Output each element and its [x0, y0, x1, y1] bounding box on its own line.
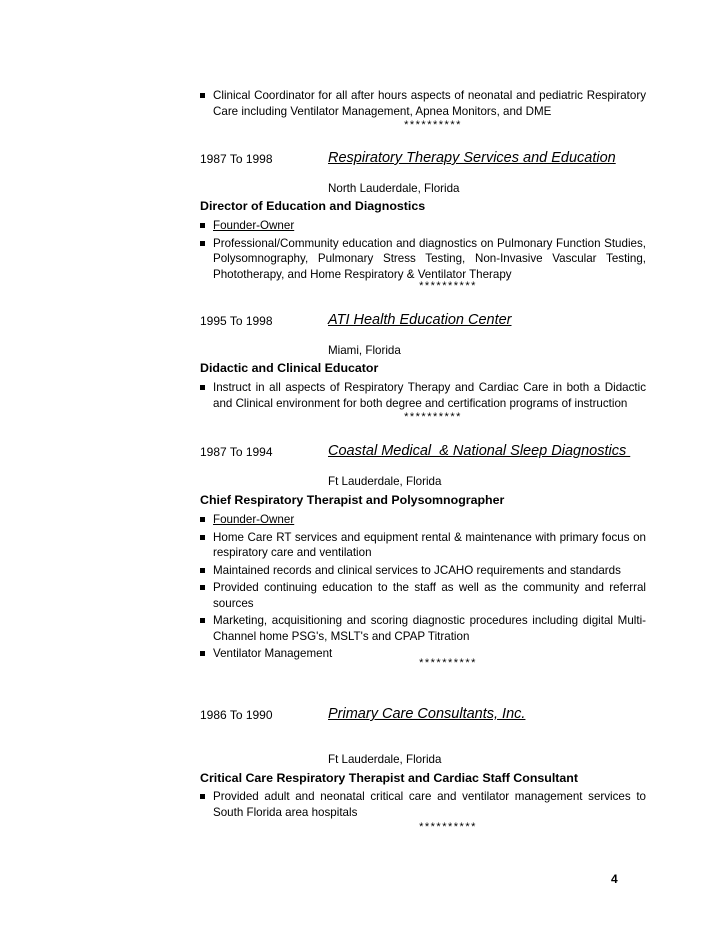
bullet-square-icon [200, 585, 205, 590]
bullet-square-icon [200, 223, 205, 228]
list-item: Home Care RT services and equipment rental & maintenance with primary focus on respiratory care and ventilation [200, 530, 646, 561]
entry-bullet-list [200, 218, 646, 282]
job-title: Director of Education and Diagnostics [200, 199, 426, 213]
list-item: Marketing, acquisitioning and scoring diagnostic procedures including digital Multi-Channel home PSG's, MSLT's and CPAP Titration [200, 613, 646, 644]
section-separator: ********** [404, 119, 462, 131]
company-location: North Lauderdale, Florida [328, 182, 460, 195]
list-item: Professional/Community education and diagnostics on Pulmonary Function Studies, Polysomnography, Pulmonary Stress Testing, Non-Invasive Vascular Testing, Phototherapy, and Home Respiratory & Ventilator Therapy [200, 236, 646, 283]
section-separator: ********** [404, 411, 462, 423]
bullet-square-icon [200, 535, 205, 540]
entry-date: 1987 To 1994 [200, 445, 273, 459]
company-name: ATI Health Education Center [328, 312, 512, 328]
page-number: 4 [611, 872, 618, 886]
job-title: Didactic and Clinical Educator [200, 361, 379, 375]
list-item: Provided adult and neonatal critical care and ventilator management services to South Florida area hospitals [200, 789, 646, 820]
company-location: Ft Lauderdale, Florida [328, 475, 442, 488]
entry-bullet-list [200, 512, 646, 662]
list-item: Clinical Coordinator for all after hours aspects of neonatal and pediatric Respiratory Care including Ventilator Management, Apnea Monitors, and DME [200, 88, 646, 119]
intro-bullet-list [200, 88, 646, 119]
entry-bullet-list [200, 380, 646, 411]
company-name: Respiratory Therapy Services and Education [328, 150, 616, 166]
company-location: Ft Lauderdale, Florida [328, 753, 442, 766]
company-location: Miami, Florida [328, 344, 401, 357]
bullet-square-icon [200, 794, 205, 799]
bullet-square-icon [200, 568, 205, 573]
section-separator: ********** [419, 657, 477, 669]
entry-date: 1995 To 1998 [200, 314, 273, 328]
bullet-square-icon [200, 241, 205, 246]
list-item: Provided continuing education to the staff as well as the community and referral sources [200, 580, 646, 611]
section-separator: ********** [419, 821, 477, 833]
company-name: Primary Care Consultants, Inc. [328, 706, 526, 722]
list-item: Founder-Owner [200, 218, 646, 234]
job-title: Critical Care Respiratory Therapist and Cardiac Staff Consultant [200, 771, 579, 785]
section-separator: ********** [419, 280, 477, 292]
bullet-square-icon [200, 618, 205, 623]
bullet-square-icon [200, 385, 205, 390]
list-item: Ventilator Management [200, 646, 646, 662]
list-item: Maintained records and clinical services to JCAHO requirements and standards [200, 563, 646, 579]
company-name: Coastal Medical & National Sleep Diagnostics [328, 443, 631, 459]
bullet-square-icon [200, 651, 205, 656]
entry-date: 1987 To 1998 [200, 152, 273, 166]
job-title: Chief Respiratory Therapist and Polysomnographer [200, 493, 505, 507]
entry-bullet-list [200, 789, 646, 820]
entry-date: 1986 To 1990 [200, 708, 273, 722]
list-item: Instruct in all aspects of Respiratory Therapy and Cardiac Care in both a Didactic and Clinical environment for both degree and certification programs of instruction [200, 380, 646, 411]
bullet-square-icon [200, 93, 205, 98]
list-item: Founder-Owner [200, 512, 646, 528]
bullet-square-icon [200, 517, 205, 522]
